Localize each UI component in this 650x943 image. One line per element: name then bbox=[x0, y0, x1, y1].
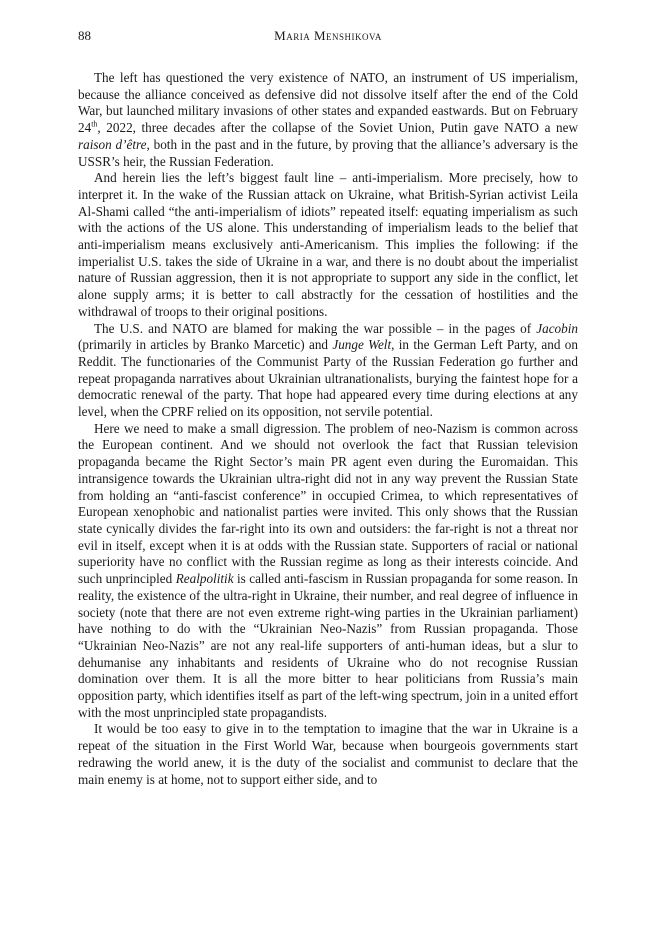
italic-publication: Jacobin bbox=[536, 320, 578, 336]
italic-publication: Junge Welt bbox=[332, 337, 392, 353]
italic-term: Realpolitik bbox=[175, 571, 234, 587]
paragraph-5: It would be too easy to give in to the temptation to imagine that the war in Ukraine is a repeat of the situation in the First World War, because when bourgeois governments start redrawing the world anew, it is the duty of the socialist and communist to declare that the main enemy is at home, not to support either side, and to bbox=[78, 721, 578, 787]
text-run: , 2022, three decades after the collapse of the Soviet Union, Putin gave NATO a new bbox=[97, 120, 578, 136]
text-run: is called anti-fascism in Russian propaganda for some reason. In reality, the existence of the ultra-right in Ukraine, their number, and real degree of influence in society (note that there are not even extreme right-wing parties in the Ukrainian parliament) have nothing to do with the “Ukrainian Neo-Nazis” from Russian propaganda. Those “Ukrainian Neo-Nazis” are not any real-life supporters of anti-human ideas, but a slur to dehumanise any inhabitants and residents of Ukraine who do not recognise Russian domination over them. It is all the more bitter to hear politicians from Russia’s main opposition party, which identifies itself as part of the left-wing spectrum, join in a united effort with the most unprincipled state propagandists. bbox=[78, 571, 578, 720]
text-run: Here we need to make a small digression. The problem of neo-Nazism is common across the European continent. And we should not overlook the fact that Russian television propaganda became the Right Sector’s main PR agent even during the Euromaidan. This intransigence towards the Ukrainian ultra-right did not in any way prevent the Russian State from holding an “anti-fascist conference” in occupied Crimea, to which representatives of European xenophobic and nationalist parties were invited. This only shows that the Russian state cynically divides the far-right into its own and outsiders: the far-right is not a threat nor evil in itself, except when it is at odds with the Russian state. Supporters of racial or national superiority have no conflict with the Russian regime as long as their interests coincide. And such unprincipled bbox=[78, 420, 578, 587]
ordinal-suffix: th bbox=[91, 119, 98, 129]
paragraph-4 bbox=[78, 421, 578, 722]
running-head-author: Maria Menshikova bbox=[274, 28, 382, 43]
text-run: , in the German Left Party, and on Reddit. The functionaries of the Communist Party of the Russian Federation go further and repeat propaganda narratives about Ukrainian ultranationalists, burying the faintest hope for a democratic renewal of the party. That hope had appeared every time during elections at any level, when the CPRF relied on its opposition, not servile potential. bbox=[78, 337, 578, 420]
text-run: (primarily in articles by Branko Marcetic) and bbox=[78, 337, 333, 353]
running-header bbox=[78, 28, 578, 48]
page-number: 88 bbox=[78, 28, 91, 43]
paragraph-2: And herein lies the left’s biggest fault line – anti-imperialism. More precisely, how to interpret it. In the wake of the Russian attack on Ukraine, what British-Syrian activist Leila Al-Shami called “the anti-imperialism of idiots” repeated itself: equating imperialism as such with the actions of the US alone. This understanding of imperialism leads to the belief that anti-imperialism means exclusively anti-Americanism. This implies the following: if the imperialist U.S. takes the side of Ukraine in a war, and there is no doubt about the imperialist nature of Russian aggression, then it is not appropriate to support any side in the conflict, let alone supply arms; it is better to call abstractly for the cessation of hostilities and the withdrawal of troops to their original positions. bbox=[78, 170, 578, 319]
paragraph-3 bbox=[78, 321, 578, 421]
italic-term: raison d’être bbox=[78, 136, 147, 152]
text-run: The left has questioned the very existence of NATO, an instrument of US imperialism, because the alliance conceived as defensive did not dissolve itself after the end of the Cold War, but launched military invasions of other states and expanded eastwards. But on February 24 bbox=[78, 70, 578, 136]
body-text bbox=[78, 70, 578, 788]
text-run: The U.S. and NATO are blamed for making the war possible – in the pages of bbox=[94, 320, 537, 336]
text-run: , both in the past and in the future, by proving that the alliance’s adversary is the USSR’s heir, the Russian Federation. bbox=[78, 136, 578, 169]
paragraph-1 bbox=[78, 70, 578, 170]
